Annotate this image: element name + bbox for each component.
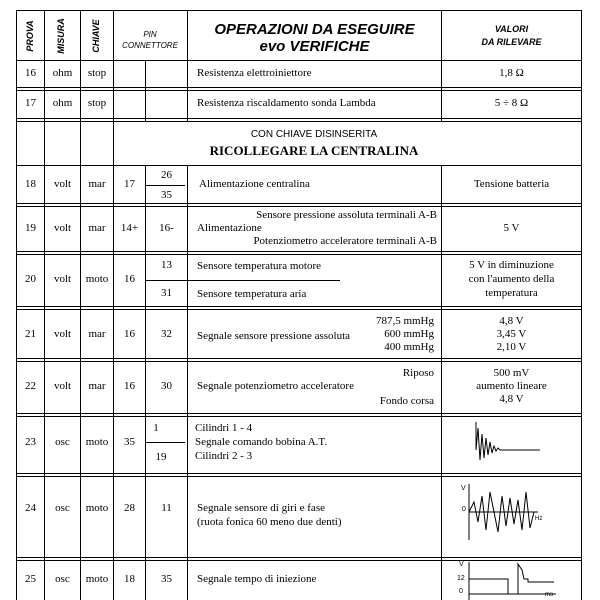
row-sep [16,473,582,474]
section-line1: CON CHIAVE DISINSERITA [250,129,378,140]
table-border-right [581,10,582,600]
row21-value-2: 3,45 V [496,328,527,340]
row-sep [16,416,582,417]
row22-value-2: aumento lineare [476,380,547,392]
row17-desc: Resistenza riscaldamento sonda Lambda [197,97,376,109]
row-sep [16,87,582,88]
row-sep [16,306,582,307]
row20-misura: volt [53,273,72,285]
row25-desc: Segnale tempo di iniezione [197,573,317,585]
row17-value: 5 ÷ 8 Ω [494,97,529,109]
row22-pin1: 16 [124,380,135,392]
col-sep [187,165,188,600]
row21-num: 21 [25,328,36,340]
header-prova: PROVA [25,20,35,52]
row24-desc-2: (ruota fonica 60 meno due denti) [197,516,342,528]
row-sep [16,560,582,561]
injection-time-waveform [466,562,558,600]
row16-desc: Resistenza elettroiniettore [197,67,312,79]
row18-pin2a: 26 [161,169,172,181]
row20-chiave: moto [85,273,109,285]
row19-desc-c: Potenziometro acceleratore terminali A-B [253,235,437,247]
header-valori-line2: DA RILEVARE [481,37,542,47]
pin-split [145,442,185,443]
row-sep [16,90,582,91]
row17-misura: ohm [52,97,73,109]
row22-desc: Segnale potenziometro acceleratore [197,380,354,392]
row24-graph-hz: Hz [535,516,543,522]
row18-chiave: mar [88,178,106,190]
row25-graph-v: V [459,561,464,568]
row21-value-1: 4,8 V [499,315,524,327]
row18-value: Tensione batteria [473,178,550,190]
row20-pin1: 16 [124,273,135,285]
row-sep [16,358,582,359]
header-valori-line1: VALORI [494,24,529,34]
row19-chiave: mar [88,222,106,234]
row20-pin2a: 13 [161,259,172,271]
row22-state-1: Riposo [402,367,434,379]
row25-num: 25 [25,573,36,585]
row17-chiave: stop [87,97,107,109]
row23-chiave: moto [85,436,109,448]
row-sep [16,251,582,252]
row21-pin2: 32 [161,328,172,340]
rpm-sensor-waveform [466,482,542,542]
row19-desc-b: Alimentazione [197,222,262,234]
pin-split [145,280,340,281]
header-title-line1: OPERAZIONI DA ESEGUIRE [214,21,415,38]
row21-value-3: 2,10 V [496,341,527,353]
ignition-coil-waveform [470,420,545,468]
row25-misura: osc [55,573,70,585]
row-sep [16,309,582,310]
row-sep [16,476,582,477]
section-line2: RICOLLEGARE LA CENTRALINA [209,143,419,158]
row20-value-1: 5 V in diminuzione [469,259,554,271]
row25-graph-zero: 0 [459,588,463,595]
row21-desc: Segnale sensore pressione assoluta [197,330,351,342]
row25-graph-ms: ms [545,592,553,598]
col-sep [145,60,146,122]
row17-num: 17 [25,97,36,109]
row18-num: 18 [25,178,36,190]
row24-graph-zero: 0 [462,506,466,513]
row22-misura: volt [53,380,72,392]
row23-pin2a: 1 [153,422,159,434]
row18-desc: Alimentazione centralina [199,178,310,190]
row16-misura: ohm [52,67,73,79]
row20-pin2b: 31 [161,287,172,299]
col-sep [441,10,442,60]
header-chiave: CHIAVE [91,19,101,53]
row-sep [16,118,582,119]
row-sep [16,203,582,204]
row20-desc-b: Sensore temperatura aria [197,288,307,300]
header-title-line2: evo VERIFICHE [259,38,370,55]
row20-value-2: con l'aumento della [468,273,555,285]
row24-graph-v: V [461,485,466,492]
row21-pin1: 16 [124,328,135,340]
row22-chiave: mar [88,380,106,392]
row23-misura: osc [55,436,70,448]
row21-pressure-3: 400 mmHg [384,341,434,353]
row16-value: 1,8 Ω [499,67,524,79]
row22-pin2: 30 [161,380,172,392]
row19-misura: volt [53,222,72,234]
header-pin: PIN [143,30,157,39]
row-sep [16,557,582,558]
row20-desc-a: Sensore temperatura motore [197,260,322,272]
header-connettore: CONNETTORE [122,41,178,50]
row24-misura: osc [55,502,70,514]
row25-pin1: 18 [124,573,135,585]
row-sep [16,206,582,207]
row24-num: 24 [25,502,36,514]
row19-desc-a: Sensore pressione assoluta terminali A-B [256,209,437,221]
row21-misura: volt [53,328,72,340]
row23-desc-1: Cilindri 1 - 4 [195,422,253,434]
row23-desc-2: Segnale comando bobina A.T. [195,436,328,448]
row25-chiave: moto [85,573,109,585]
row25-pin2: 35 [161,573,172,585]
col-sep [187,60,188,122]
row24-desc-1: Segnale sensore di giri e fase [197,502,325,514]
row23-num: 23 [25,436,36,448]
pin-split [145,185,185,186]
row21-chiave: mar [88,328,106,340]
row21-pressure-2: 600 mmHg [384,328,434,340]
row18-misura: volt [53,178,72,190]
row24-pin2: 11 [161,502,172,514]
row16-num: 16 [25,67,36,79]
row-sep [16,361,582,362]
row24-pin1: 28 [124,502,135,514]
row24-chiave: moto [85,502,109,514]
row18-pin2b: 35 [161,189,172,201]
row-sep [16,165,582,166]
row22-value-1: 500 mV [493,367,530,379]
row22-state-2: Fondo corsa [379,395,434,407]
row23-pin2b: 19 [155,451,167,463]
row16-chiave: stop [87,67,107,79]
row19-pin1: 14+ [120,222,139,234]
row25-graph-12: 12 [457,575,465,582]
row22-num: 22 [25,380,36,392]
row21-pressure-1: 787,5 mmHg [375,315,434,327]
row23-desc-3: Cilindri 2 - 3 [195,450,253,462]
row-sep [16,254,582,255]
header-misura: MISURA [56,18,66,54]
row-sep [16,413,582,414]
row20-num: 20 [25,273,36,285]
row19-num: 19 [25,222,36,234]
row19-value: 5 V [503,222,520,234]
row22-value-3: 4,8 V [499,393,524,405]
row20-value-3: temperatura [485,287,538,299]
row23-pin1: 35 [124,436,135,448]
row18-pin1: 17 [124,178,135,190]
row19-pin2: 16- [159,222,174,234]
row-sep [16,121,582,122]
